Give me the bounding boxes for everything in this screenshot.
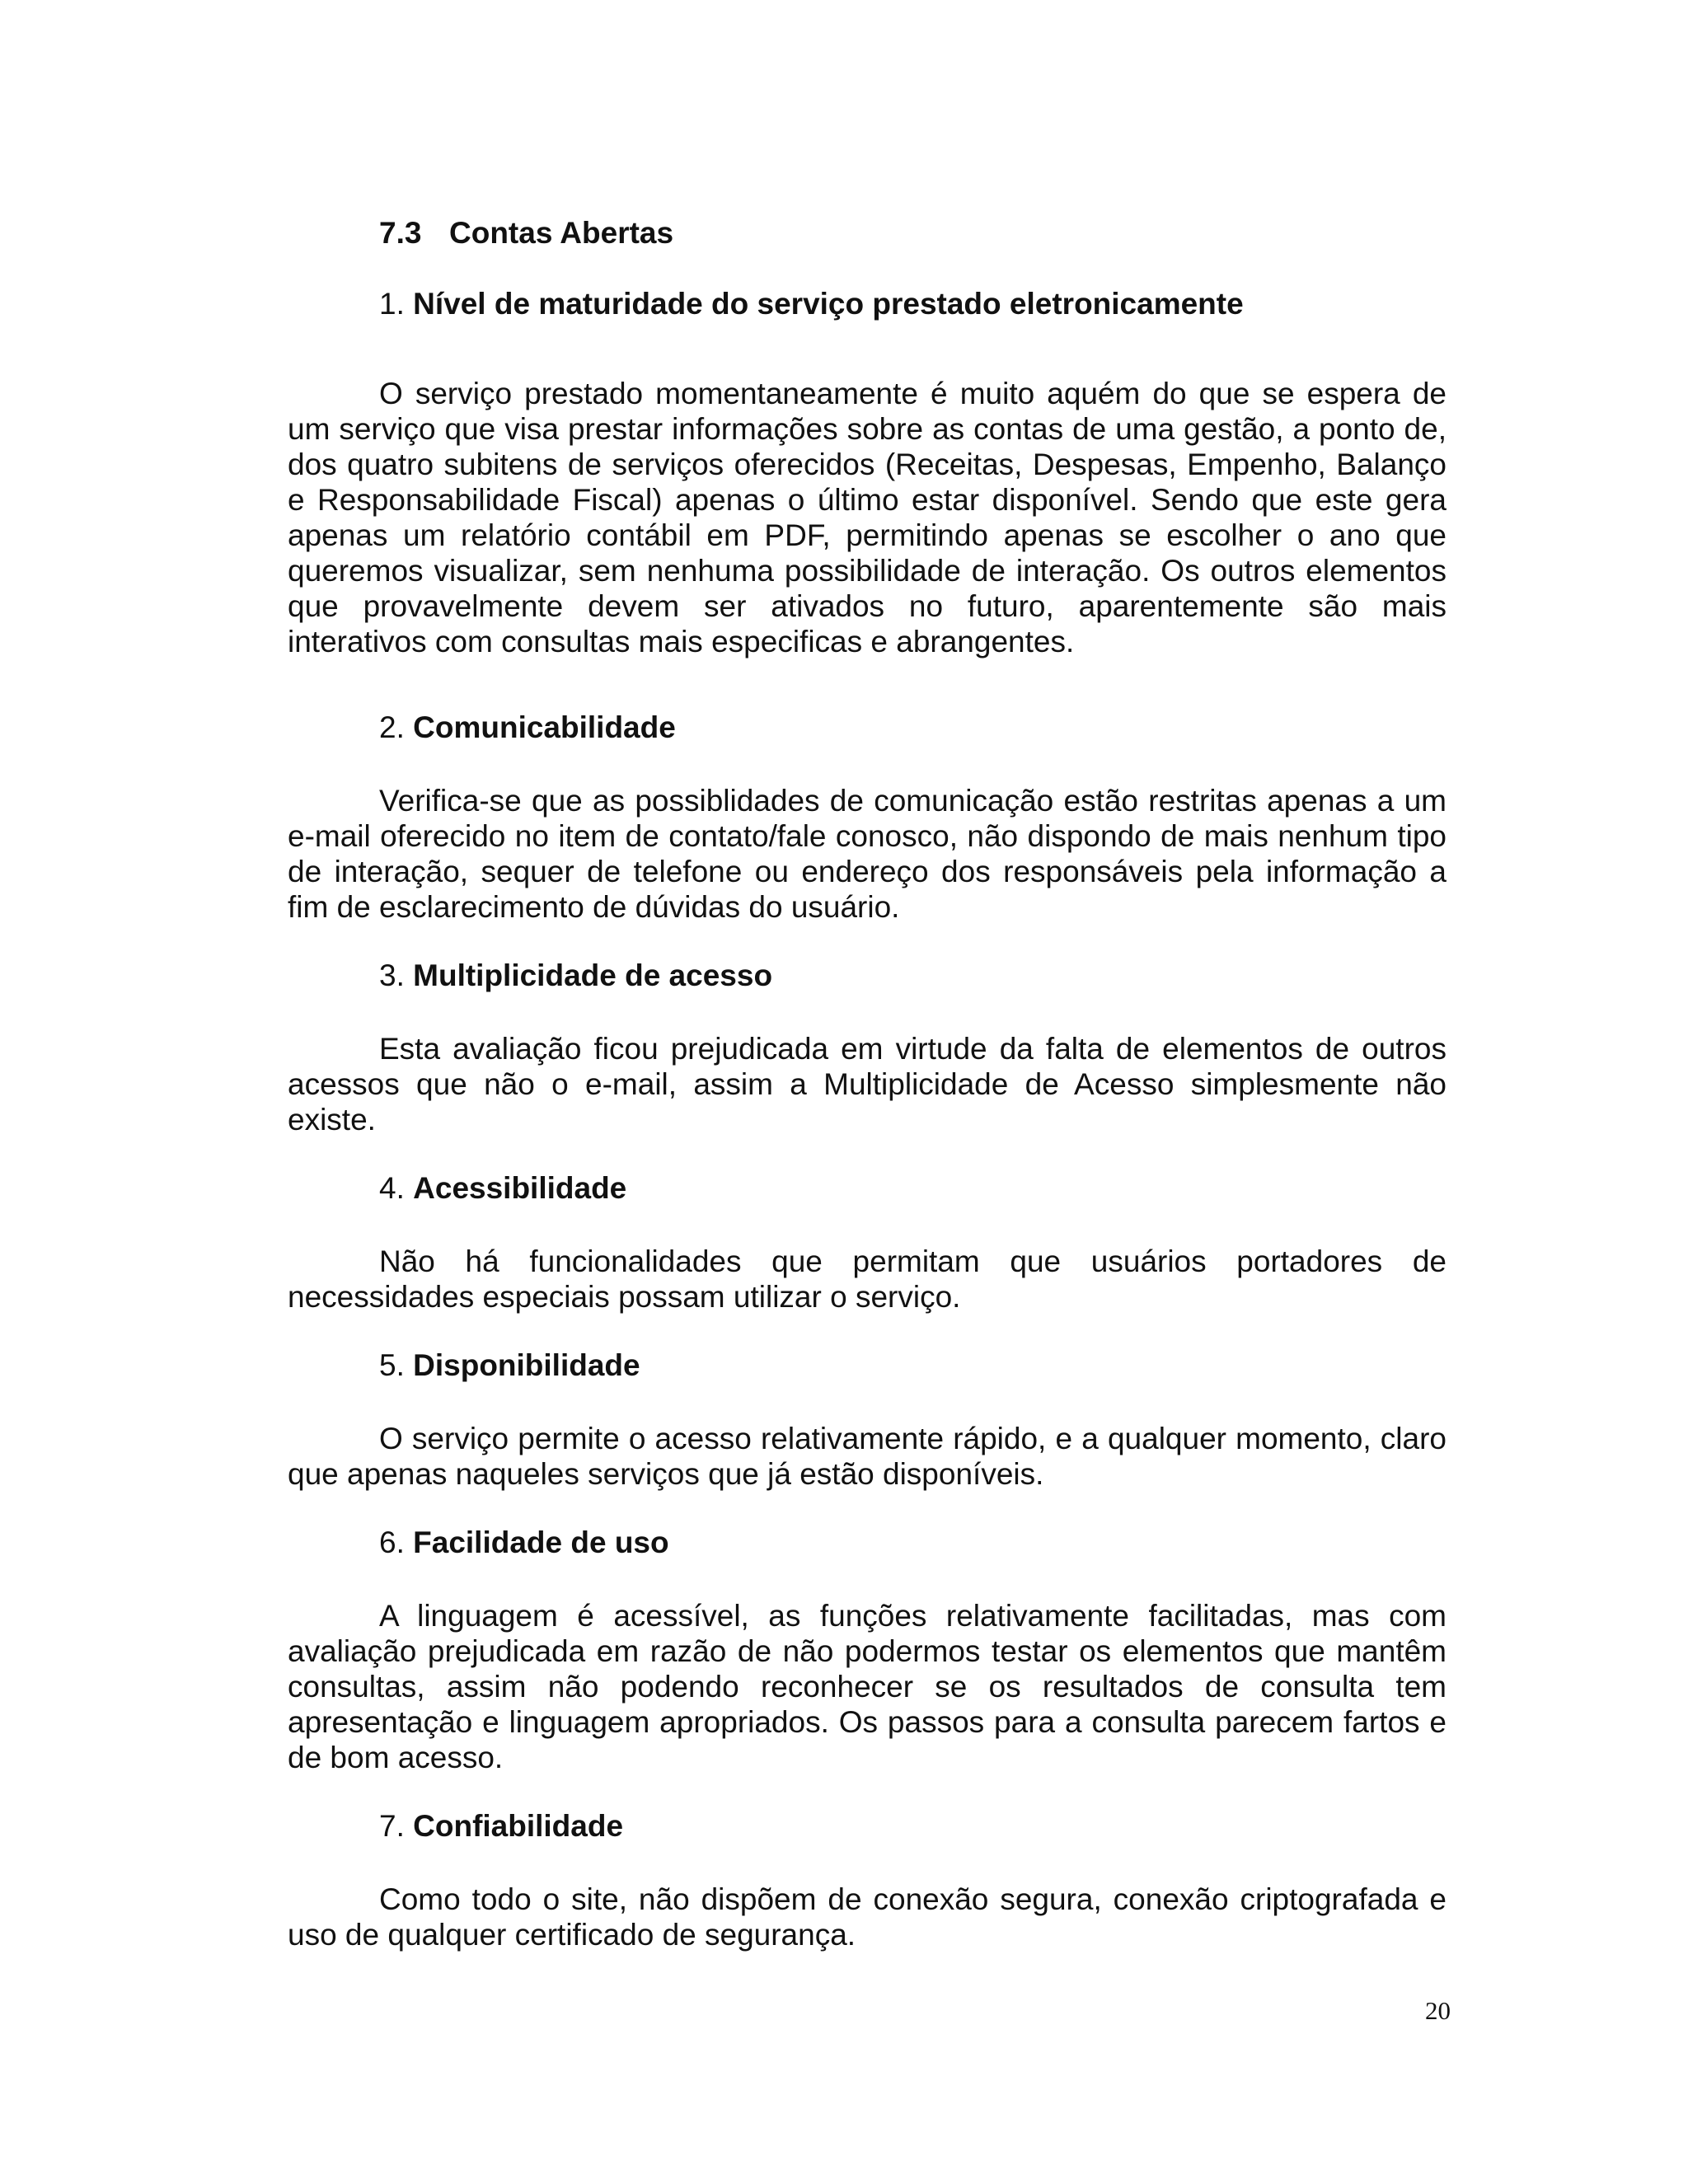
item-paragraph-4: Não há funcionalidades que permitam que usuários portadores de necessidades especiais possam utilizar o serviço. — [288, 1244, 1447, 1314]
item-number: 4. — [379, 1171, 405, 1205]
item-paragraph-7: Como todo o site, não dispõem de conexão segura, conexão criptografada e uso de qualquer certificado de segurança. — [288, 1882, 1447, 1952]
item-heading-4 — [379, 1168, 626, 1209]
section-heading — [379, 213, 673, 254]
item-title: Disponibilidade — [413, 1348, 640, 1382]
item-title: Comunicabilidade — [413, 710, 676, 744]
item-heading-6 — [379, 1522, 669, 1563]
item-number: 5. — [379, 1348, 405, 1382]
item-title: Acessibilidade — [413, 1171, 627, 1205]
item-title: Multiplicidade de acesso — [413, 958, 773, 992]
item-heading-3 — [379, 955, 772, 996]
page-number: 20 — [1425, 1996, 1451, 2025]
item-paragraph-3: Esta avaliação ficou prejudicada em virtude da falta de elementos de outros acessos que não o e-mail, assim a Multiplicidade de Acesso simplesmente não existe. — [288, 1032, 1447, 1137]
item-heading-2 — [379, 707, 676, 748]
item-number: 7. — [379, 1809, 405, 1843]
item-paragraph-1: O serviço prestado momentaneamente é muito aquém do que se espera de um serviço que visa prestar informações sobre as contas de uma gestão, a ponto de, dos quatro subitens de serviços oferecidos (Receitas, Despesas, Empenho, Balanço e Responsabilidade Fiscal) apenas o último estar disponível. Sendo que este gera apenas um relatório contábil em PDF, permitindo apenas se escolher o ano que queremos visualizar, sem nenhuma possibilidade de interação. Os outros elementos que provavelmente devem ser ativados no futuro, aparentemente são mais interativos com consultas mais especificas e abrangentes. — [288, 377, 1447, 658]
item-paragraph-6: A linguagem é acessível, as funções relativamente facilitadas, mas com avaliação prejudicada em razão de não podermos testar os elementos que mantêm consultas, assim não podendo reconhecer se os resultados de consulta tem apresentação e linguagem apropriados. Os passos para a consulta parecem fartos e de bom acesso. — [288, 1599, 1447, 1774]
item-heading-7 — [379, 1806, 623, 1847]
item-number: 3. — [379, 958, 405, 992]
item-paragraph-5: O serviço permite o acesso relativamente rápido, e a qualquer momento, claro que apenas naqueles serviços que já estão disponíveis. — [288, 1422, 1447, 1491]
item-number: 2. — [379, 710, 405, 744]
item-heading-5 — [379, 1345, 640, 1386]
section-title: Contas Abertas — [449, 216, 674, 250]
item-paragraph-2: Verifica-se que as possiblidades de comunicação estão restritas apenas a um e-mail oferecido no item de contato/fale conosco, não dispondo de mais nenhum tipo de interação, sequer de telefone ou endereço dos responsáveis pela informação a fim de esclarecimento de dúvidas do usuário. — [288, 784, 1447, 924]
section-number: 7.3 — [379, 216, 422, 250]
item-number: 6. — [379, 1526, 405, 1559]
item-title: Facilidade de uso — [413, 1526, 669, 1559]
item-number: 1. — [379, 287, 405, 321]
item-heading-1 — [379, 284, 1244, 325]
item-title: Confiabilidade — [413, 1809, 624, 1843]
item-title: Nível de maturidade do serviço prestado eletronicamente — [413, 287, 1244, 321]
